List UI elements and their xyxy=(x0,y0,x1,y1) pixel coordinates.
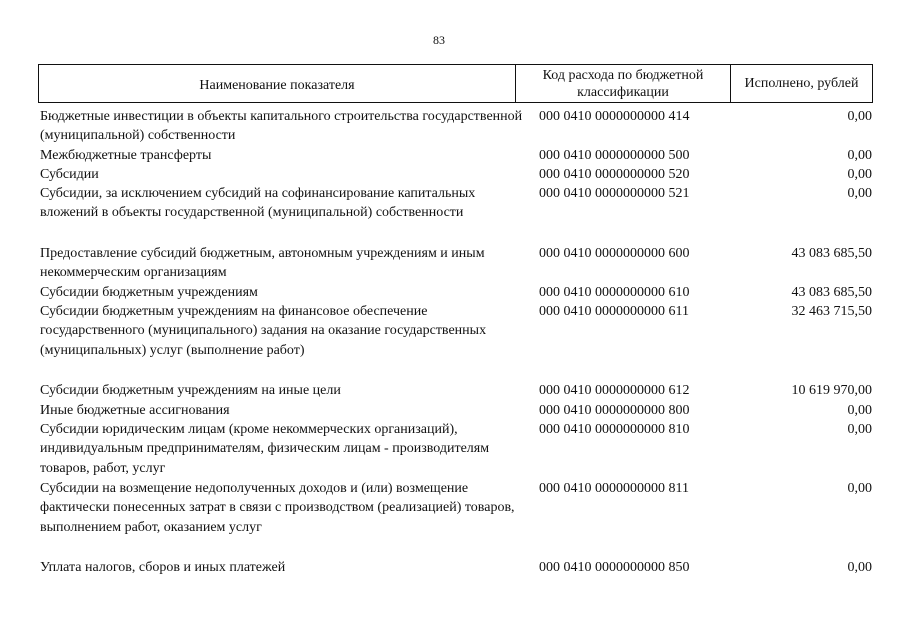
row-amount: 0,00 xyxy=(847,403,872,418)
row-amount: 0,00 xyxy=(847,167,872,182)
row-name: Субсидии бюджетным учреждениям на финансовое обеспечение государственного (муниципального) задания на оказание государственных (муниципальных) услуг (выполнение работ) xyxy=(40,304,487,358)
row-name: Бюджетные инвестиции в объекты капитального строительства государственной (муниципальной) собственности xyxy=(40,109,523,144)
page-number: 83 xyxy=(433,33,445,47)
header-sum-column: Исполнено, рублей xyxy=(744,76,859,91)
row-name: Субсидии бюджетным учреждениям xyxy=(40,285,258,300)
row-code: 000 0410 0000000000 810 xyxy=(539,422,690,437)
row-code: 000 0410 0000000000 811 xyxy=(539,481,689,496)
row-code: 000 0410 0000000000 414 xyxy=(539,109,690,124)
row-code: 000 0410 0000000000 500 xyxy=(539,148,690,163)
row-name: Межбюджетные трансферты xyxy=(40,148,212,163)
row-name: Субсидии, за исключением субсидий на софинансирование капитальных вложений в объекты государственной (муниципальной) собственности xyxy=(40,186,476,221)
row-amount: 43 083 685,50 xyxy=(791,246,872,261)
row-code: 000 0410 0000000000 521 xyxy=(539,186,690,201)
row-code: 000 0410 0000000000 520 xyxy=(539,167,690,182)
row-code: 000 0410 0000000000 611 xyxy=(539,304,689,319)
row-name: Субсидии бюджетным учреждениям на иные цели xyxy=(40,383,341,398)
row-name: Предоставление субсидий бюджетным, автономным учреждениям и иным некоммерческим организациям xyxy=(40,246,485,281)
row-name: Субсидии юридическим лицам (кроме некоммерческих организаций), индивидуальным предпринимателям, физическим лицам - производителям товаров, работ, услуг xyxy=(40,422,490,476)
row-name: Субсидии xyxy=(40,167,99,182)
row-name: Субсидии на возмещение недополученных доходов и (или) возмещение фактически понесенных затрат в связи с производством (реализацией) товаров, выполнением работ, оказанием услуг xyxy=(40,481,515,535)
row-amount: 0,00 xyxy=(847,560,872,575)
row-code: 000 0410 0000000000 612 xyxy=(539,383,690,398)
row-code: 000 0410 0000000000 800 xyxy=(539,403,690,418)
row-code: 000 0410 0000000000 850 xyxy=(539,560,690,575)
row-amount: 43 083 685,50 xyxy=(791,285,872,300)
row-amount: 0,00 xyxy=(847,109,872,124)
row-amount: 0,00 xyxy=(847,148,872,163)
row-amount: 32 463 715,50 xyxy=(791,304,872,319)
row-amount: 0,00 xyxy=(847,481,872,496)
row-name: Уплата налогов, сборов и иных платежей xyxy=(40,560,286,575)
row-amount: 0,00 xyxy=(847,422,872,437)
header-code-column: Код расхода по бюджетной классификации xyxy=(516,65,731,102)
row-code: 000 0410 0000000000 600 xyxy=(539,246,690,261)
row-amount: 10 619 970,00 xyxy=(791,383,872,398)
header-name-column: Наименование показателя xyxy=(39,65,516,102)
row-amount: 0,00 xyxy=(847,186,872,201)
row-code: 000 0410 0000000000 610 xyxy=(539,285,690,300)
row-name: Иные бюджетные ассигнования xyxy=(40,403,230,418)
